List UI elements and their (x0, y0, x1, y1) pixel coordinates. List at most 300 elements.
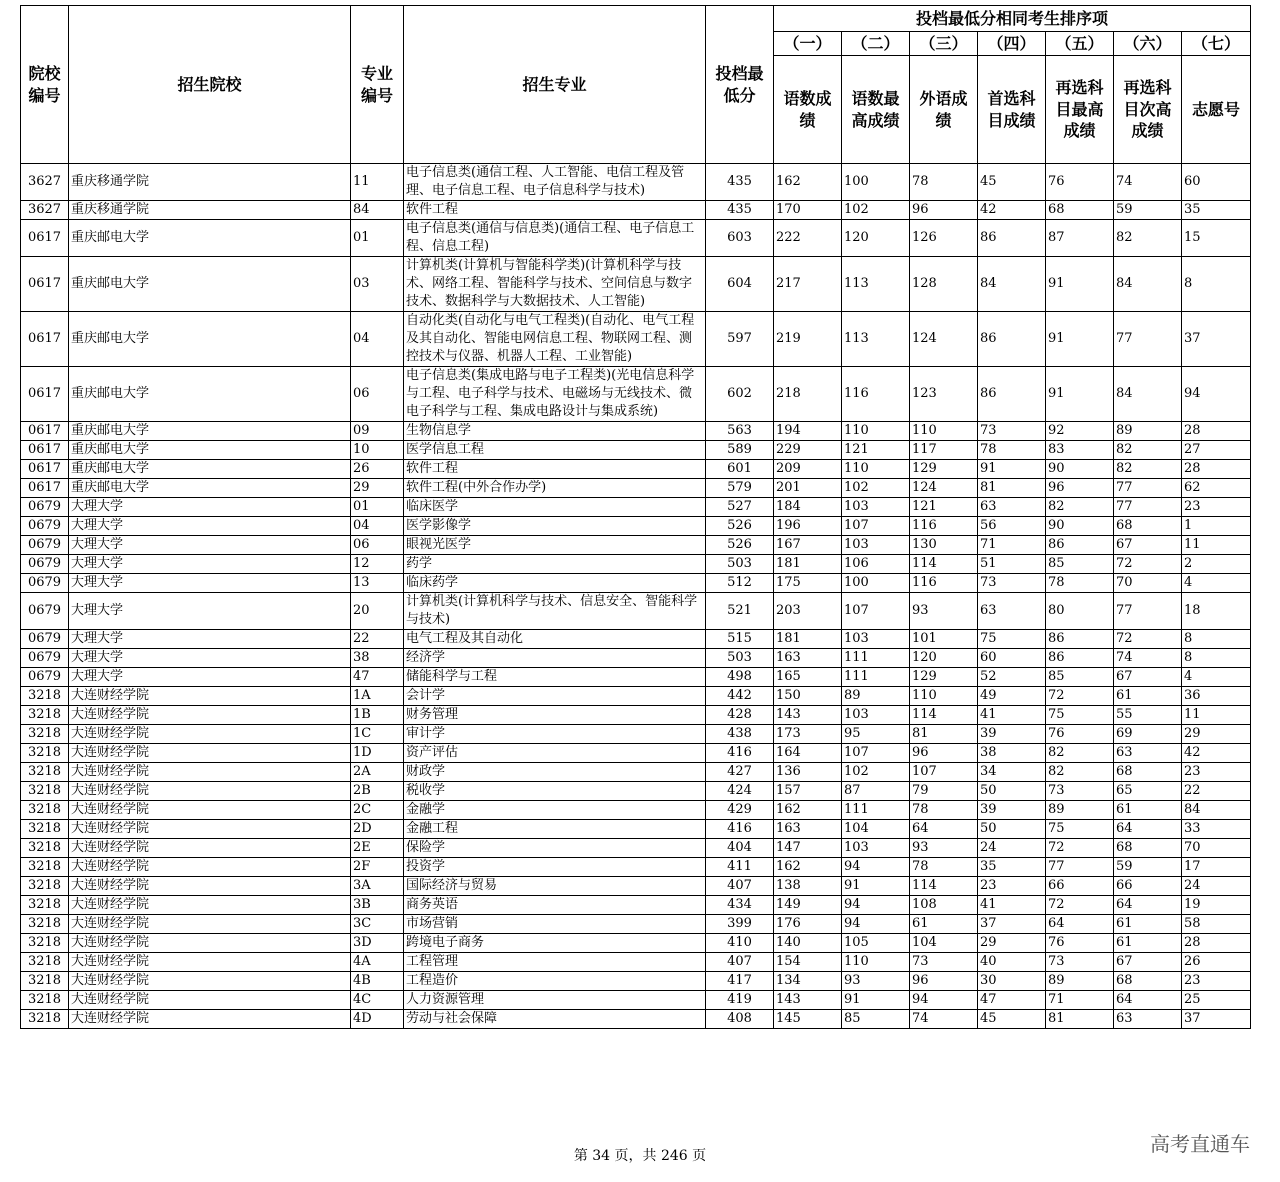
table-row (21, 422, 1251, 441)
sort-7-cell: 28 (1182, 934, 1251, 953)
school-code-cell: 0679 (21, 649, 69, 668)
header-sort-number: （六） (1114, 32, 1182, 56)
sort-6-cell: 70 (1114, 574, 1182, 593)
school-code-cell: 0679 (21, 498, 69, 517)
min-score-cell: 434 (706, 896, 774, 915)
sort-3-cell: 107 (910, 763, 978, 782)
sort-1-cell: 138 (774, 877, 842, 896)
sort-1-cell: 176 (774, 915, 842, 934)
min-score-cell: 526 (706, 517, 774, 536)
sort-1-cell: 201 (774, 479, 842, 498)
sort-4-cell: 39 (978, 801, 1046, 820)
major-name-cell: 储能科学与工程 (404, 668, 706, 687)
major-name-cell: 电子信息类(通信与信息类)(通信工程、电子信息工程、信息工程) (404, 220, 706, 257)
school-code-cell: 3218 (21, 801, 69, 820)
sort-6-cell: 74 (1114, 164, 1182, 201)
sort-2-cell: 95 (842, 725, 910, 744)
major-code-cell: 84 (351, 201, 404, 220)
school-name-cell: 大理大学 (69, 536, 351, 555)
sort-6-cell: 68 (1114, 763, 1182, 782)
sort-7-cell: 23 (1182, 498, 1251, 517)
header-sort-label: 首选科目成绩 (978, 56, 1046, 164)
school-code-cell: 3218 (21, 934, 69, 953)
major-name-cell: 税收学 (404, 782, 706, 801)
table-row (21, 460, 1251, 479)
sort-2-cell: 113 (842, 312, 910, 367)
sort-5-cell: 91 (1046, 367, 1114, 422)
school-name-cell: 重庆移通学院 (69, 164, 351, 201)
major-name-cell: 财政学 (404, 763, 706, 782)
table-row (21, 782, 1251, 801)
major-code-cell: 22 (351, 630, 404, 649)
major-code-cell: 4B (351, 972, 404, 991)
major-code-cell: 2C (351, 801, 404, 820)
sort-6-cell: 66 (1114, 877, 1182, 896)
sort-1-cell: 194 (774, 422, 842, 441)
major-code-cell: 4C (351, 991, 404, 1010)
major-name-cell: 保险学 (404, 839, 706, 858)
sort-4-cell: 49 (978, 687, 1046, 706)
sort-7-cell: 28 (1182, 422, 1251, 441)
sort-5-cell: 75 (1046, 706, 1114, 725)
min-score-cell: 407 (706, 877, 774, 896)
header-school-name: 招生院校 (69, 6, 351, 164)
sort-5-cell: 76 (1046, 725, 1114, 744)
sort-2-cell: 120 (842, 220, 910, 257)
sort-7-cell: 25 (1182, 991, 1251, 1010)
school-code-cell: 3218 (21, 763, 69, 782)
sort-3-cell: 96 (910, 201, 978, 220)
sort-2-cell: 103 (842, 536, 910, 555)
watermark: 高考直通车 (1150, 1132, 1250, 1156)
sort-5-cell: 89 (1046, 801, 1114, 820)
school-code-cell: 3218 (21, 915, 69, 934)
sort-4-cell: 37 (978, 915, 1046, 934)
sort-4-cell: 38 (978, 744, 1046, 763)
school-name-cell: 重庆邮电大学 (69, 367, 351, 422)
major-code-cell: 38 (351, 649, 404, 668)
sort-2-cell: 94 (842, 858, 910, 877)
major-code-cell: 1C (351, 725, 404, 744)
sort-1-cell: 150 (774, 687, 842, 706)
sort-7-cell: 84 (1182, 801, 1251, 820)
major-name-cell: 软件工程 (404, 460, 706, 479)
major-code-cell: 13 (351, 574, 404, 593)
sort-6-cell: 61 (1114, 687, 1182, 706)
sort-1-cell: 175 (774, 574, 842, 593)
sort-7-cell: 37 (1182, 1010, 1251, 1029)
sort-5-cell: 76 (1046, 934, 1114, 953)
school-name-cell: 大连财经学院 (69, 687, 351, 706)
school-name-cell: 大理大学 (69, 668, 351, 687)
major-name-cell: 工程造价 (404, 972, 706, 991)
table-row (21, 744, 1251, 763)
sort-5-cell: 77 (1046, 858, 1114, 877)
school-name-cell: 大连财经学院 (69, 934, 351, 953)
min-score-cell: 503 (706, 649, 774, 668)
sort-7-cell: 17 (1182, 858, 1251, 877)
min-score-cell: 416 (706, 744, 774, 763)
school-code-cell: 3218 (21, 877, 69, 896)
school-name-cell: 大理大学 (69, 574, 351, 593)
school-name-cell: 大理大学 (69, 593, 351, 630)
sort-3-cell: 129 (910, 668, 978, 687)
table-header (21, 6, 1251, 164)
major-code-cell: 06 (351, 367, 404, 422)
school-name-cell: 大理大学 (69, 630, 351, 649)
school-code-cell: 3218 (21, 744, 69, 763)
school-code-cell: 3218 (21, 820, 69, 839)
sort-7-cell: 24 (1182, 877, 1251, 896)
sort-4-cell: 24 (978, 839, 1046, 858)
sort-2-cell: 85 (842, 1010, 910, 1029)
sort-3-cell: 114 (910, 706, 978, 725)
min-score-cell: 503 (706, 555, 774, 574)
sort-1-cell: 219 (774, 312, 842, 367)
school-code-cell: 0679 (21, 668, 69, 687)
sort-6-cell: 64 (1114, 820, 1182, 839)
sort-4-cell: 91 (978, 460, 1046, 479)
table-row (21, 498, 1251, 517)
school-name-cell: 重庆邮电大学 (69, 312, 351, 367)
table-row (21, 517, 1251, 536)
sort-4-cell: 73 (978, 422, 1046, 441)
major-name-cell: 临床药学 (404, 574, 706, 593)
sort-7-cell: 33 (1182, 820, 1251, 839)
table-row (21, 536, 1251, 555)
sort-6-cell: 67 (1114, 536, 1182, 555)
school-code-cell: 0617 (21, 220, 69, 257)
major-code-cell: 1B (351, 706, 404, 725)
sort-4-cell: 86 (978, 312, 1046, 367)
major-name-cell: 资产评估 (404, 744, 706, 763)
sort-4-cell: 40 (978, 953, 1046, 972)
school-code-cell: 3218 (21, 725, 69, 744)
school-code-cell: 0617 (21, 479, 69, 498)
sort-6-cell: 61 (1114, 801, 1182, 820)
school-name-cell: 重庆移通学院 (69, 201, 351, 220)
major-name-cell: 金融学 (404, 801, 706, 820)
table-row (21, 630, 1251, 649)
sort-5-cell: 96 (1046, 479, 1114, 498)
table-row (21, 839, 1251, 858)
sort-4-cell: 84 (978, 257, 1046, 312)
table-row (21, 574, 1251, 593)
sort-2-cell: 121 (842, 441, 910, 460)
min-score-cell: 512 (706, 574, 774, 593)
major-name-cell: 跨境电子商务 (404, 934, 706, 953)
sort-5-cell: 72 (1046, 839, 1114, 858)
sort-3-cell: 78 (910, 164, 978, 201)
sort-4-cell: 50 (978, 782, 1046, 801)
major-code-cell: 11 (351, 164, 404, 201)
major-code-cell: 2F (351, 858, 404, 877)
sort-6-cell: 67 (1114, 953, 1182, 972)
sort-4-cell: 34 (978, 763, 1046, 782)
min-score-cell: 407 (706, 953, 774, 972)
sort-4-cell: 63 (978, 593, 1046, 630)
admission-score-table (20, 5, 1251, 1029)
sort-3-cell: 108 (910, 896, 978, 915)
school-code-cell: 3218 (21, 858, 69, 877)
sort-5-cell: 68 (1046, 201, 1114, 220)
sort-6-cell: 64 (1114, 896, 1182, 915)
sort-4-cell: 51 (978, 555, 1046, 574)
sort-4-cell: 60 (978, 649, 1046, 668)
sort-5-cell: 90 (1046, 517, 1114, 536)
sort-7-cell: 37 (1182, 312, 1251, 367)
sort-6-cell: 63 (1114, 1010, 1182, 1029)
sort-7-cell: 60 (1182, 164, 1251, 201)
sort-5-cell: 72 (1046, 687, 1114, 706)
sort-3-cell: 81 (910, 725, 978, 744)
school-code-cell: 3627 (21, 201, 69, 220)
sort-3-cell: 128 (910, 257, 978, 312)
sort-2-cell: 107 (842, 593, 910, 630)
sort-4-cell: 39 (978, 725, 1046, 744)
header-sort-label: 再选科目最高成绩 (1046, 56, 1114, 164)
sort-1-cell: 145 (774, 1010, 842, 1029)
sort-5-cell: 78 (1046, 574, 1114, 593)
header-sort-number: （三） (910, 32, 978, 56)
sort-1-cell: 173 (774, 725, 842, 744)
sort-3-cell: 124 (910, 479, 978, 498)
sort-7-cell: 1 (1182, 517, 1251, 536)
sort-3-cell: 110 (910, 422, 978, 441)
sort-4-cell: 86 (978, 220, 1046, 257)
major-code-cell: 09 (351, 422, 404, 441)
header-sort-label: 语数最高成绩 (842, 56, 910, 164)
school-code-cell: 0679 (21, 555, 69, 574)
major-name-cell: 软件工程(中外合作办学) (404, 479, 706, 498)
sort-1-cell: 134 (774, 972, 842, 991)
sort-1-cell: 143 (774, 706, 842, 725)
school-name-cell: 大连财经学院 (69, 782, 351, 801)
sort-3-cell: 96 (910, 972, 978, 991)
major-name-cell: 药学 (404, 555, 706, 574)
sort-3-cell: 64 (910, 820, 978, 839)
school-name-cell: 大连财经学院 (69, 839, 351, 858)
sort-5-cell: 72 (1046, 896, 1114, 915)
sort-7-cell: 58 (1182, 915, 1251, 934)
school-name-cell: 重庆邮电大学 (69, 479, 351, 498)
sort-6-cell: 77 (1114, 593, 1182, 630)
min-score-cell: 438 (706, 725, 774, 744)
min-score-cell: 429 (706, 801, 774, 820)
school-code-cell: 0617 (21, 460, 69, 479)
sort-6-cell: 68 (1114, 517, 1182, 536)
sort-7-cell: 18 (1182, 593, 1251, 630)
sort-5-cell: 91 (1046, 257, 1114, 312)
header-sort-number: （一） (774, 32, 842, 56)
sort-3-cell: 78 (910, 858, 978, 877)
sort-4-cell: 41 (978, 896, 1046, 915)
school-code-cell: 3218 (21, 1010, 69, 1029)
sort-1-cell: 162 (774, 164, 842, 201)
school-name-cell: 大连财经学院 (69, 972, 351, 991)
sort-5-cell: 80 (1046, 593, 1114, 630)
sort-2-cell: 91 (842, 877, 910, 896)
table-row (21, 934, 1251, 953)
sort-2-cell: 113 (842, 257, 910, 312)
sort-2-cell: 102 (842, 763, 910, 782)
sort-3-cell: 129 (910, 460, 978, 479)
major-name-cell: 软件工程 (404, 201, 706, 220)
sort-3-cell: 126 (910, 220, 978, 257)
min-score-cell: 417 (706, 972, 774, 991)
sort-5-cell: 81 (1046, 1010, 1114, 1029)
sort-1-cell: 164 (774, 744, 842, 763)
major-name-cell: 人力资源管理 (404, 991, 706, 1010)
sort-6-cell: 63 (1114, 744, 1182, 763)
header-sort-number: （二） (842, 32, 910, 56)
sort-2-cell: 111 (842, 801, 910, 820)
sort-2-cell: 94 (842, 896, 910, 915)
table-row (21, 915, 1251, 934)
school-name-cell: 大理大学 (69, 649, 351, 668)
min-score-cell: 404 (706, 839, 774, 858)
sort-4-cell: 45 (978, 1010, 1046, 1029)
min-score-cell: 602 (706, 367, 774, 422)
sort-1-cell: 165 (774, 668, 842, 687)
table-row (21, 555, 1251, 574)
major-code-cell: 03 (351, 257, 404, 312)
table-row (21, 201, 1251, 220)
school-code-cell: 0617 (21, 422, 69, 441)
major-code-cell: 04 (351, 312, 404, 367)
sort-2-cell: 110 (842, 422, 910, 441)
min-score-cell: 498 (706, 668, 774, 687)
table-row (21, 858, 1251, 877)
sort-6-cell: 68 (1114, 839, 1182, 858)
sort-7-cell: 11 (1182, 536, 1251, 555)
sort-6-cell: 64 (1114, 991, 1182, 1010)
major-name-cell: 财务管理 (404, 706, 706, 725)
school-code-cell: 0617 (21, 441, 69, 460)
min-score-cell: 408 (706, 1010, 774, 1029)
major-code-cell: 4D (351, 1010, 404, 1029)
table-row (21, 877, 1251, 896)
table-row (21, 972, 1251, 991)
sort-2-cell: 100 (842, 574, 910, 593)
min-score-cell: 603 (706, 220, 774, 257)
major-name-cell: 市场营销 (404, 915, 706, 934)
page-footer: 第 34 页，共 246 页 (573, 1148, 707, 1164)
school-name-cell: 重庆邮电大学 (69, 460, 351, 479)
major-code-cell: 29 (351, 479, 404, 498)
sort-7-cell: 42 (1182, 744, 1251, 763)
header-major-name: 招生专业 (404, 6, 706, 164)
sort-2-cell: 106 (842, 555, 910, 574)
major-code-cell: 20 (351, 593, 404, 630)
min-score-cell: 601 (706, 460, 774, 479)
school-code-cell: 0679 (21, 593, 69, 630)
header-sort-number: （七） (1182, 32, 1251, 56)
sort-3-cell: 121 (910, 498, 978, 517)
min-score-cell: 597 (706, 312, 774, 367)
sort-7-cell: 23 (1182, 972, 1251, 991)
table-row (21, 896, 1251, 915)
major-name-cell: 电子信息类(集成电路与电子工程类)(光电信息科学与工程、电子科学与技术、电磁场与无线技术、微电子科学与工程、集成电路设计与集成系统) (404, 367, 706, 422)
sort-6-cell: 77 (1114, 498, 1182, 517)
school-name-cell: 大连财经学院 (69, 725, 351, 744)
sort-2-cell: 103 (842, 630, 910, 649)
school-code-cell: 0679 (21, 517, 69, 536)
sort-7-cell: 8 (1182, 649, 1251, 668)
sort-2-cell: 102 (842, 201, 910, 220)
school-code-cell: 0617 (21, 312, 69, 367)
sort-3-cell: 120 (910, 649, 978, 668)
major-code-cell: 2E (351, 839, 404, 858)
sort-4-cell: 23 (978, 877, 1046, 896)
school-code-cell: 3218 (21, 972, 69, 991)
table-body (21, 164, 1251, 1029)
table-row (21, 479, 1251, 498)
sort-6-cell: 82 (1114, 460, 1182, 479)
sort-6-cell: 61 (1114, 915, 1182, 934)
sort-6-cell: 59 (1114, 858, 1182, 877)
sort-6-cell: 89 (1114, 422, 1182, 441)
sort-5-cell: 75 (1046, 820, 1114, 839)
table-row (21, 441, 1251, 460)
sort-6-cell: 84 (1114, 367, 1182, 422)
sort-3-cell: 117 (910, 441, 978, 460)
min-score-cell: 416 (706, 820, 774, 839)
sort-3-cell: 93 (910, 839, 978, 858)
sort-7-cell: 28 (1182, 460, 1251, 479)
school-name-cell: 重庆邮电大学 (69, 422, 351, 441)
school-name-cell: 大理大学 (69, 498, 351, 517)
major-code-cell: 1A (351, 687, 404, 706)
major-name-cell: 医学影像学 (404, 517, 706, 536)
table-row (21, 763, 1251, 782)
school-name-cell: 大连财经学院 (69, 896, 351, 915)
major-code-cell: 01 (351, 498, 404, 517)
sort-5-cell: 83 (1046, 441, 1114, 460)
min-score-cell: 515 (706, 630, 774, 649)
table-row (21, 687, 1251, 706)
sort-6-cell: 59 (1114, 201, 1182, 220)
sort-3-cell: 114 (910, 877, 978, 896)
sort-3-cell: 94 (910, 991, 978, 1010)
sort-1-cell: 170 (774, 201, 842, 220)
sort-7-cell: 29 (1182, 725, 1251, 744)
sort-5-cell: 89 (1046, 972, 1114, 991)
school-code-cell: 0617 (21, 367, 69, 422)
sort-2-cell: 89 (842, 687, 910, 706)
sort-4-cell: 45 (978, 164, 1046, 201)
min-score-cell: 521 (706, 593, 774, 630)
sort-7-cell: 4 (1182, 668, 1251, 687)
sort-2-cell: 87 (842, 782, 910, 801)
sort-1-cell: 163 (774, 649, 842, 668)
school-code-cell: 3218 (21, 896, 69, 915)
school-name-cell: 重庆邮电大学 (69, 257, 351, 312)
sort-2-cell: 93 (842, 972, 910, 991)
major-code-cell: 06 (351, 536, 404, 555)
min-score-cell: 442 (706, 687, 774, 706)
min-score-cell: 579 (706, 479, 774, 498)
table-row (21, 257, 1251, 312)
sort-5-cell: 82 (1046, 498, 1114, 517)
table-row (21, 725, 1251, 744)
sort-7-cell: 15 (1182, 220, 1251, 257)
sort-3-cell: 110 (910, 687, 978, 706)
school-code-cell: 3218 (21, 687, 69, 706)
school-code-cell: 3218 (21, 839, 69, 858)
sort-3-cell: 79 (910, 782, 978, 801)
sort-6-cell: 77 (1114, 312, 1182, 367)
